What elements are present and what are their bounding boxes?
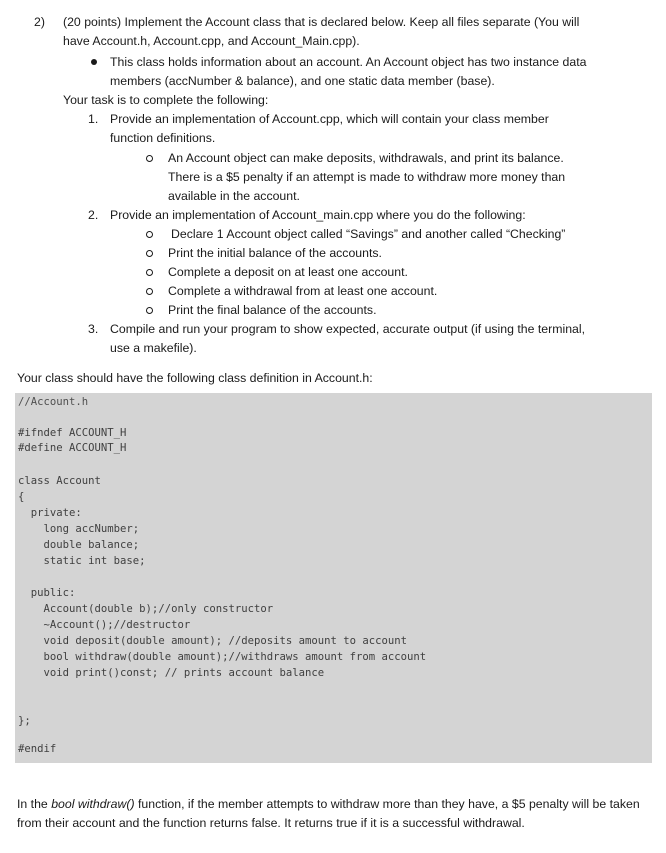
code-line: bool withdraw(double amount);//withdraws amount from account	[18, 651, 427, 663]
task-3-line2: use a makefile).	[110, 341, 197, 355]
question-title-line2: have Account.h, Account.cpp, and Account_Main.cpp).	[63, 34, 360, 48]
bullet-icon	[91, 59, 97, 65]
task-2-number: 2.	[88, 208, 99, 222]
circle-bullet-icon	[146, 288, 153, 295]
task-2-sub-5: Print the final balance of the accounts.	[168, 303, 377, 317]
question-title-line1: (20 points) Implement the Account class that is declared below. Keep all files separate (You will	[63, 15, 580, 29]
task-1-sub-line2: There is a $5 penalty if an attempt is made to withdraw more money than	[168, 170, 566, 184]
task-1-sub-line3: available in the account.	[168, 189, 300, 203]
circle-bullet-icon	[146, 155, 153, 162]
code-line: public:	[18, 587, 76, 599]
task-2-sub-2: Print the initial balance of the accounts.	[168, 246, 382, 260]
task-2-sub-3: Complete a deposit on at least one account.	[168, 265, 408, 279]
task-2-sub-1: Declare 1 Account object called “Savings” and another called “Checking”	[171, 227, 566, 241]
task-2-sub-4: Complete a withdrawal from at least one account.	[168, 284, 438, 298]
bullet-line2: members (accNumber & balance), and one static data member (base).	[110, 74, 495, 88]
code-line: ~Account();//destructor	[18, 619, 191, 631]
code-line: #ifndef ACCOUNT_H	[18, 427, 127, 439]
code-line: static int base;	[18, 555, 146, 567]
code-line: #endif	[18, 743, 57, 755]
task-3-number: 3.	[88, 322, 99, 336]
task-3-line1: Compile and run your program to show expected, accurate output (if using the terminal,	[110, 322, 586, 336]
code-block	[15, 393, 652, 763]
footer-rest: function, if the member attempts to withdraw more than they have, a $5 penalty will be taken from their account and the function returns false. It returns true if it is a successful withdrawal.	[17, 797, 640, 830]
code-line: void deposit(double amount); //deposits amount to account	[18, 635, 408, 647]
footer-function-name: bool withdraw()	[51, 797, 135, 811]
code-line: class Account	[18, 475, 101, 487]
task-1-sub-line1: An Account object can make deposits, withdrawals, and print its balance.	[168, 151, 564, 165]
code-line: Account(double b);//only constructor	[18, 603, 274, 615]
footer-paragraph	[17, 795, 642, 833]
circle-bullet-icon	[146, 307, 153, 314]
circle-bullet-icon	[146, 250, 153, 257]
code-line: private:	[18, 507, 82, 519]
question-number: 2)	[34, 15, 45, 29]
code-line: #define ACCOUNT_H	[18, 442, 127, 454]
task-1-line1: Provide an implementation of Account.cpp, which will contain your class member	[110, 112, 549, 126]
code-line: {	[18, 491, 25, 503]
task-1-line2: function definitions.	[110, 131, 216, 145]
task-1-number: 1.	[88, 112, 99, 126]
bullet-line1: This class holds information about an account. An Account object has two instance data	[110, 55, 587, 69]
code-line: double balance;	[18, 539, 140, 551]
code-line: };	[18, 715, 31, 727]
code-line: long accNumber;	[18, 523, 140, 535]
class-def-intro: Your class should have the following class definition in Account.h:	[17, 371, 373, 385]
code-line: void print()const; // prints account balance	[18, 667, 325, 679]
circle-bullet-icon	[146, 269, 153, 276]
code-line: //Account.h	[18, 396, 89, 408]
task-2-line1: Provide an implementation of Account_main.cpp where you do the following:	[110, 208, 526, 222]
footer-prefix: In the	[17, 797, 52, 811]
circle-bullet-icon	[146, 231, 153, 238]
task-intro: Your task is to complete the following:	[63, 93, 269, 107]
